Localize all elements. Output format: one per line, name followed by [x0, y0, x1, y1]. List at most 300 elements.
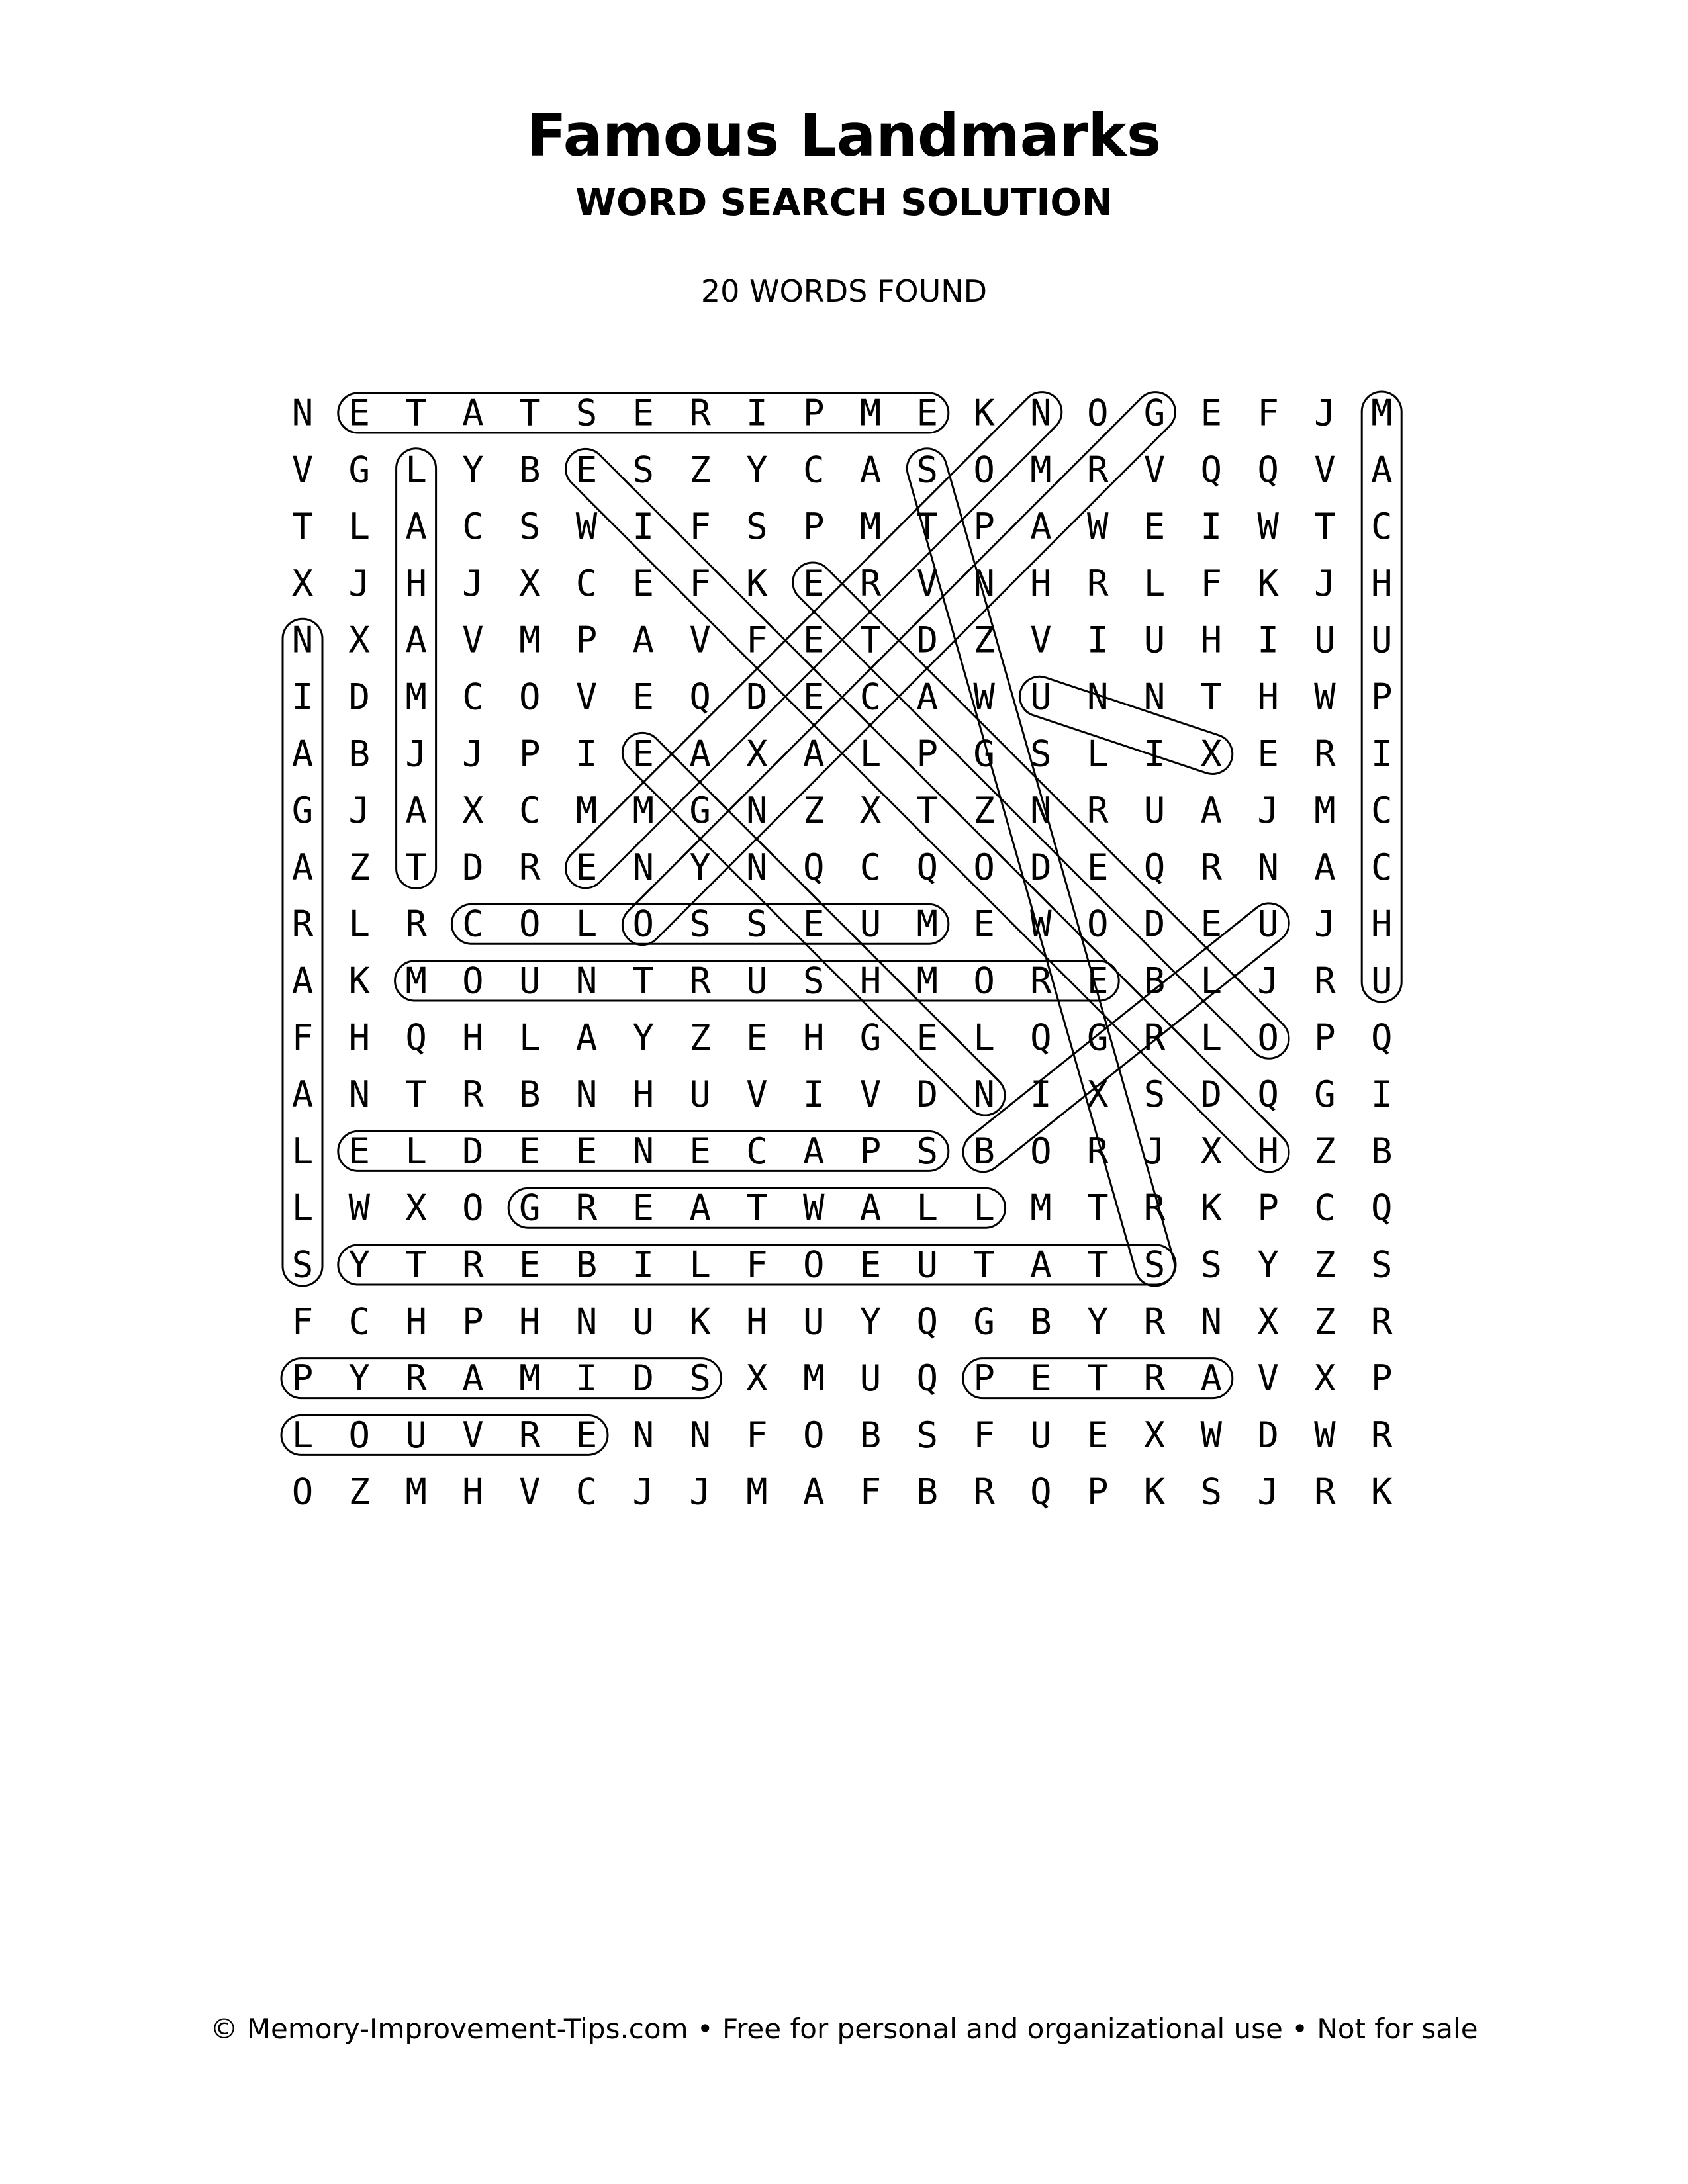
grid-letter: U — [1370, 960, 1393, 1002]
grid-letter: Q — [916, 846, 939, 888]
grid-letter: C — [1314, 1187, 1336, 1229]
grid-letter: R — [859, 562, 882, 604]
grid-letter: D — [1143, 903, 1166, 945]
grid-letter: Z — [348, 846, 371, 888]
grid-letter: R — [1086, 790, 1109, 832]
grid-letter: O — [1086, 392, 1109, 434]
grid-letter: K — [689, 1300, 711, 1343]
grid-letter: H — [462, 1017, 484, 1059]
grid-letter: I — [802, 1073, 825, 1116]
grid-letter: T — [405, 1244, 427, 1286]
grid-letter: J — [632, 1471, 655, 1513]
grid-letter: Z — [1314, 1300, 1336, 1343]
grid-letter: L — [291, 1130, 314, 1172]
grid-letter: C — [348, 1300, 371, 1343]
grid-letter: O — [1030, 1130, 1052, 1172]
grid-letter: E — [1257, 733, 1279, 775]
grid-letter: Y — [348, 1244, 371, 1286]
grid-letter: M — [632, 790, 655, 832]
grid-letter: L — [1200, 1017, 1223, 1059]
grid-letter: S — [689, 1357, 711, 1400]
grid-letter: S — [746, 506, 768, 548]
grid-letter: Z — [689, 449, 711, 491]
grid-letter: O — [462, 1187, 484, 1229]
grid-letter: U — [1370, 619, 1393, 661]
grid-letter: C — [462, 903, 484, 945]
grid-letter: N — [746, 846, 768, 888]
grid-letter: X — [462, 790, 484, 832]
grid-letter: K — [1200, 1187, 1223, 1229]
grid-letter: U — [1143, 619, 1166, 661]
grid-letter: X — [291, 562, 314, 604]
grid-letter: N — [575, 960, 598, 1002]
grid-letter: A — [1200, 1357, 1223, 1400]
grid-letter: X — [1314, 1357, 1336, 1400]
grid-letter: K — [1143, 1471, 1166, 1513]
grid-letter: A — [916, 676, 939, 718]
grid-letter: S — [1370, 1244, 1393, 1286]
grid-letter: G — [1143, 392, 1166, 434]
grid-letter: W — [575, 506, 598, 548]
grid-letter: P — [1370, 676, 1393, 718]
grid-letter: S — [291, 1244, 314, 1286]
grid-letter: E — [746, 1017, 768, 1059]
grid-letter: Z — [802, 790, 825, 832]
grid-letter: A — [632, 619, 655, 661]
grid-letter: K — [746, 562, 768, 604]
grid-letter: Q — [1030, 1017, 1052, 1059]
grid-letter: S — [1200, 1471, 1223, 1513]
grid-letter: N — [348, 1073, 371, 1116]
grid-letter: R — [291, 903, 314, 945]
grid-letter: X — [746, 1357, 768, 1400]
grid-letter: X — [1086, 1073, 1109, 1116]
grid-letter: E — [348, 392, 371, 434]
grid-letter: T — [973, 1244, 995, 1286]
grid-letter: W — [802, 1187, 825, 1229]
page-title: Famous Landmarks — [526, 101, 1162, 169]
grid-letter: L — [1086, 733, 1109, 775]
grid-letter: R — [518, 846, 541, 888]
grid-letter: N — [1030, 790, 1052, 832]
grid-letter: F — [291, 1300, 314, 1343]
grid-letter: O — [973, 846, 995, 888]
grid-letter: M — [1030, 1187, 1052, 1229]
grid-letter: E — [802, 619, 825, 661]
grid-letter: E — [575, 1130, 598, 1172]
grid-letter: H — [1257, 676, 1279, 718]
grid-letter: F — [746, 1244, 768, 1286]
grid-letter: F — [859, 1471, 882, 1513]
grid-letter: C — [575, 1471, 598, 1513]
grid-letter: R — [462, 1073, 484, 1116]
grid-letter: X — [859, 790, 882, 832]
grid-letter: M — [859, 506, 882, 548]
grid-letter: P — [916, 733, 939, 775]
grid-letter: N — [1200, 1300, 1223, 1343]
grid-letter: E — [575, 846, 598, 888]
grid-letter: Y — [348, 1357, 371, 1400]
grid-letter: P — [1086, 1471, 1109, 1513]
grid-letter: A — [1030, 1244, 1052, 1286]
grid-letter: Y — [1086, 1300, 1109, 1343]
grid-letter: A — [405, 790, 427, 832]
grid-letter: E — [1200, 392, 1223, 434]
grid-letter: D — [916, 619, 939, 661]
grid-letter: T — [859, 619, 882, 661]
grid-letter: J — [689, 1471, 711, 1513]
grid-letter: S — [518, 506, 541, 548]
grid-letter: M — [916, 960, 939, 1002]
grid-letter: F — [1257, 392, 1279, 434]
grid-letter: H — [518, 1300, 541, 1343]
grid-letter: E — [632, 676, 655, 718]
grid-letter: R — [462, 1244, 484, 1286]
grid-letter: Z — [1314, 1130, 1336, 1172]
grid-letter: N — [746, 790, 768, 832]
grid-letter: B — [518, 1073, 541, 1116]
grid-letter: E — [348, 1130, 371, 1172]
grid-letter: D — [1257, 1414, 1279, 1456]
grid-letter: Y — [689, 846, 711, 888]
grid-letter: W — [1257, 506, 1279, 548]
grid-letter: A — [859, 449, 882, 491]
grid-letter: O — [973, 960, 995, 1002]
grid-letter: Q — [1257, 1073, 1279, 1116]
grid-letter: T — [1086, 1244, 1109, 1286]
grid-letter: N — [1257, 846, 1279, 888]
grid-letter: Y — [1257, 1244, 1279, 1286]
grid-letter: B — [575, 1244, 598, 1286]
grid-letter: R — [689, 960, 711, 1002]
grid-letter: H — [802, 1017, 825, 1059]
grid-letter: U — [518, 960, 541, 1002]
grid-letter: U — [1314, 619, 1336, 661]
grid-letter: J — [348, 790, 371, 832]
grid-letter: I — [632, 506, 655, 548]
grid-letter: A — [689, 1187, 711, 1229]
grid-letter: A — [462, 392, 484, 434]
grid-letter: O — [802, 1244, 825, 1286]
grid-letter: U — [1257, 903, 1279, 945]
grid-letter: C — [746, 1130, 768, 1172]
grid-letter: P — [291, 1357, 314, 1400]
grid-letter: O — [518, 676, 541, 718]
grid-letter: K — [348, 960, 371, 1002]
grid-letter: U — [1143, 790, 1166, 832]
grid-letter: N — [632, 1414, 655, 1456]
grid-letter: G — [518, 1187, 541, 1229]
grid-letter: C — [1370, 790, 1393, 832]
grid-letter: L — [916, 1187, 939, 1229]
grid-letter: R — [1086, 1130, 1109, 1172]
grid-letter: J — [348, 562, 371, 604]
grid-letter: N — [973, 1073, 995, 1116]
grid-letter: Z — [973, 619, 995, 661]
grid-letter: A — [291, 733, 314, 775]
grid-letter: E — [632, 1187, 655, 1229]
grid-letter: I — [575, 733, 598, 775]
grid-letter: S — [689, 903, 711, 945]
grid-letter: T — [405, 846, 427, 888]
grid-letter: Q — [1143, 846, 1166, 888]
grid-letter: T — [518, 392, 541, 434]
grid-letter: L — [1200, 960, 1223, 1002]
word-oval-niagarafalls — [283, 619, 322, 1286]
grid-letter: E — [1030, 1357, 1052, 1400]
grid-letter: B — [916, 1471, 939, 1513]
grid-letter: V — [1143, 449, 1166, 491]
grid-letter: V — [1314, 449, 1336, 491]
grid-letter: O — [632, 903, 655, 945]
grid-letter: B — [1370, 1130, 1393, 1172]
grid-letter: U — [802, 1300, 825, 1343]
grid-letter: W — [1086, 506, 1109, 548]
grid-letter: I — [1370, 1073, 1393, 1116]
grid-letter: K — [973, 392, 995, 434]
grid-letter: X — [1200, 733, 1223, 775]
grid-letter: R — [689, 392, 711, 434]
grid-letter: M — [916, 903, 939, 945]
grid-letter: T — [291, 506, 314, 548]
grid-letter: G — [348, 449, 371, 491]
grid-letter: A — [291, 1073, 314, 1116]
grid-letter: C — [462, 506, 484, 548]
footer-copyright: © Memory-Improvement-Tips.com • Free for personal and organizational use • Not for sale — [210, 2013, 1478, 2045]
grid-letter: R — [1086, 449, 1109, 491]
grid-letter: R — [1086, 562, 1109, 604]
grid-letter: Z — [973, 790, 995, 832]
grid-letter: I — [632, 1244, 655, 1286]
grid-letter: R — [405, 903, 427, 945]
grid-letter: N — [291, 619, 314, 661]
grid-letter: C — [518, 790, 541, 832]
grid-letter: I — [1143, 733, 1166, 775]
grid-letter: R — [1143, 1357, 1166, 1400]
grid-letter: R — [1030, 960, 1052, 1002]
grid-letter: G — [973, 1300, 995, 1343]
grid-letter: F — [746, 619, 768, 661]
grid-letter: R — [1200, 846, 1223, 888]
grid-letter: A — [1200, 790, 1223, 832]
grid-letter: R — [405, 1357, 427, 1400]
grid-letter: U — [405, 1414, 427, 1456]
grid-letter: Y — [859, 1300, 882, 1343]
grid-letter: I — [291, 676, 314, 718]
grid-letter: O — [348, 1414, 371, 1456]
grid-letter: U — [1030, 676, 1052, 718]
grid-letter: X — [348, 619, 371, 661]
grid-letter: F — [746, 1414, 768, 1456]
grid-letter: H — [1257, 1130, 1279, 1172]
grid-letter: A — [802, 1130, 825, 1172]
grid-letter: L — [859, 733, 882, 775]
grid-letter: J — [405, 733, 427, 775]
grid-letter: L — [348, 506, 371, 548]
grid-letter: J — [462, 562, 484, 604]
grid-letter: H — [462, 1471, 484, 1513]
grid-letter: F — [291, 1017, 314, 1059]
grid-letter: O — [1257, 1017, 1279, 1059]
grid-letter: W — [1314, 676, 1336, 718]
grid-letter: J — [462, 733, 484, 775]
grid-letter: K — [1257, 562, 1279, 604]
grid-letter: F — [1200, 562, 1223, 604]
grid-letter: R — [518, 1414, 541, 1456]
grid-letter: F — [689, 562, 711, 604]
grid-letter: B — [518, 449, 541, 491]
grid-letter: L — [575, 903, 598, 945]
grid-letter: H — [1030, 562, 1052, 604]
grid-letter: W — [973, 676, 995, 718]
grid-letter: J — [1314, 562, 1336, 604]
grid-letter: D — [1030, 846, 1052, 888]
grid-letter: L — [405, 449, 427, 491]
solution-ovals — [281, 384, 1401, 1455]
grid-letter: P — [859, 1130, 882, 1172]
grid-letter: A — [859, 1187, 882, 1229]
grid-letter: A — [575, 1017, 598, 1059]
grid-letter: A — [405, 619, 427, 661]
grid-letter: U — [1030, 1414, 1052, 1456]
grid-letter: E — [1086, 960, 1109, 1002]
grid-letter: J — [1143, 1130, 1166, 1172]
word-oval-louvre — [281, 1415, 608, 1455]
grid-letter: Q — [1030, 1471, 1052, 1513]
grid-letter: H — [348, 1017, 371, 1059]
grid-letter: M — [1314, 790, 1336, 832]
grid-letter: I — [575, 1357, 598, 1400]
grid-letter: E — [632, 392, 655, 434]
grid-letter: Q — [916, 1357, 939, 1400]
grid-letter: R — [1314, 1471, 1336, 1513]
grid-letter: L — [1143, 562, 1166, 604]
grid-letter: Z — [1314, 1244, 1336, 1286]
grid-letter: P — [575, 619, 598, 661]
grid-letter: M — [1030, 449, 1052, 491]
grid-letter: S — [1143, 1073, 1166, 1116]
grid-letter: V — [746, 1073, 768, 1116]
grid-letter: P — [1314, 1017, 1336, 1059]
grid-letter: E — [859, 1244, 882, 1286]
grid-letter: N — [1086, 676, 1109, 718]
grid-letter: A — [405, 506, 427, 548]
grid-letter: H — [1200, 619, 1223, 661]
page-subtitle: WORD SEARCH SOLUTION — [575, 181, 1113, 224]
grid-letter: V — [575, 676, 598, 718]
grid-letter: D — [746, 676, 768, 718]
letter-grid — [292, 392, 1393, 1513]
grid-letter: B — [859, 1414, 882, 1456]
grid-letter: Q — [1370, 1187, 1393, 1229]
grid-letter: V — [916, 562, 939, 604]
grid-letter: E — [518, 1244, 541, 1286]
grid-letter: A — [1314, 846, 1336, 888]
grid-letter: A — [1030, 506, 1052, 548]
grid-letter: E — [916, 1017, 939, 1059]
grid-letter: H — [632, 1073, 655, 1116]
grid-letter: I — [746, 392, 768, 434]
grid-letter: H — [1370, 562, 1393, 604]
grid-letter: E — [1200, 903, 1223, 945]
grid-letter: H — [405, 562, 427, 604]
grid-letter: N — [575, 1073, 598, 1116]
grid-letter: T — [916, 506, 939, 548]
grid-letter: U — [689, 1073, 711, 1116]
grid-letter: J — [1257, 1471, 1279, 1513]
grid-letter: R — [1143, 1187, 1166, 1229]
grid-letter: S — [1200, 1244, 1223, 1286]
grid-letter: E — [802, 676, 825, 718]
grid-letter: F — [973, 1414, 995, 1456]
grid-letter: C — [1370, 846, 1393, 888]
grid-letter: P — [802, 506, 825, 548]
grid-letter: R — [1370, 1414, 1393, 1456]
grid-letter: E — [1143, 506, 1166, 548]
words-found-count: 20 WORDS FOUND — [700, 273, 988, 309]
grid-letter: I — [1086, 619, 1109, 661]
grid-letter: P — [973, 1357, 995, 1400]
grid-letter: R — [1143, 1300, 1166, 1343]
grid-letter: H — [1370, 903, 1393, 945]
grid-letter: P — [518, 733, 541, 775]
grid-letter: E — [1086, 846, 1109, 888]
grid-letter: N — [632, 1130, 655, 1172]
grid-letter: N — [291, 392, 314, 434]
grid-letter: A — [291, 846, 314, 888]
grid-letter: Q — [689, 676, 711, 718]
grid-letter: E — [802, 562, 825, 604]
grid-letter: E — [1086, 1414, 1109, 1456]
grid-letter: Z — [348, 1471, 371, 1513]
grid-letter: X — [1257, 1300, 1279, 1343]
grid-letter: S — [1143, 1244, 1166, 1286]
grid-letter: W — [1200, 1414, 1223, 1456]
grid-letter: S — [916, 449, 939, 491]
grid-letter: L — [291, 1414, 314, 1456]
grid-letter: S — [575, 392, 598, 434]
grid-letter: C — [859, 676, 882, 718]
grid-letter: J — [1314, 392, 1336, 434]
grid-letter: X — [1200, 1130, 1223, 1172]
grid-letter: G — [859, 1017, 882, 1059]
grid-letter: M — [1370, 392, 1393, 434]
grid-letter: L — [689, 1244, 711, 1286]
grid-letter: B — [348, 733, 371, 775]
word-oval-pyramids — [281, 1359, 722, 1398]
grid-letter: V — [859, 1073, 882, 1116]
grid-letter: N — [1143, 676, 1166, 718]
grid-letter: X — [1143, 1414, 1166, 1456]
grid-letter: K — [1370, 1471, 1393, 1513]
grid-letter: N — [1030, 392, 1052, 434]
grid-letter: V — [291, 449, 314, 491]
grid-letter: E — [575, 449, 598, 491]
grid-letter: J — [1314, 903, 1336, 945]
grid-letter: I — [1370, 733, 1393, 775]
grid-letter: U — [859, 903, 882, 945]
grid-letter: M — [802, 1357, 825, 1400]
grid-letter: E — [575, 1414, 598, 1456]
grid-letter: M — [518, 619, 541, 661]
grid-letter: P — [1370, 1357, 1393, 1400]
grid-letter: R — [1143, 1017, 1166, 1059]
grid-letter: Q — [1200, 449, 1223, 491]
grid-letter: U — [916, 1244, 939, 1286]
grid-letter: N — [575, 1300, 598, 1343]
grid-letter: X — [746, 733, 768, 775]
grid-letter: J — [1257, 790, 1279, 832]
